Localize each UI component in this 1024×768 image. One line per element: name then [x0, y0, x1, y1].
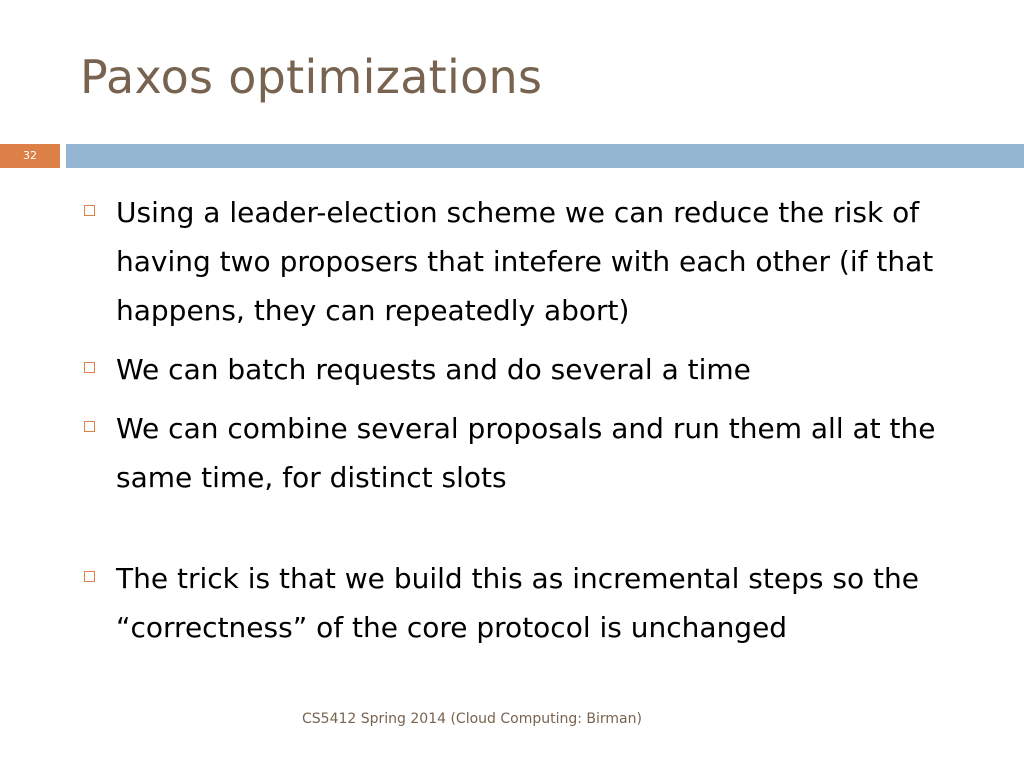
bullet-list [84, 188, 984, 662]
bullet-text: The trick is that we build this as incremental steps so the “correctness” of the core protocol is unchanged [116, 562, 919, 644]
square-bullet-icon [84, 421, 95, 432]
bullet-item [84, 345, 984, 394]
slide-footer: CS5412 Spring 2014 (Cloud Computing: Birman) [302, 711, 642, 727]
square-bullet-icon [84, 205, 95, 216]
slide-title: Paxos optimizations [80, 50, 543, 104]
square-bullet-icon [84, 571, 95, 582]
bullet-text: Using a leader-election scheme we can reduce the risk of having two proposers that intefere with each other (if that happens, they can repeatedly abort) [116, 196, 934, 327]
bullet-item [84, 404, 984, 502]
bullet-item [84, 554, 984, 652]
square-bullet-icon [84, 362, 95, 373]
page-number-badge: 32 [0, 144, 60, 168]
bullet-text: We can combine several proposals and run them all at the same time, for distinct slots [116, 412, 936, 494]
accent-bar [66, 144, 1024, 168]
bullet-item [84, 188, 984, 335]
bullet-text: We can batch requests and do several a time [116, 353, 751, 386]
